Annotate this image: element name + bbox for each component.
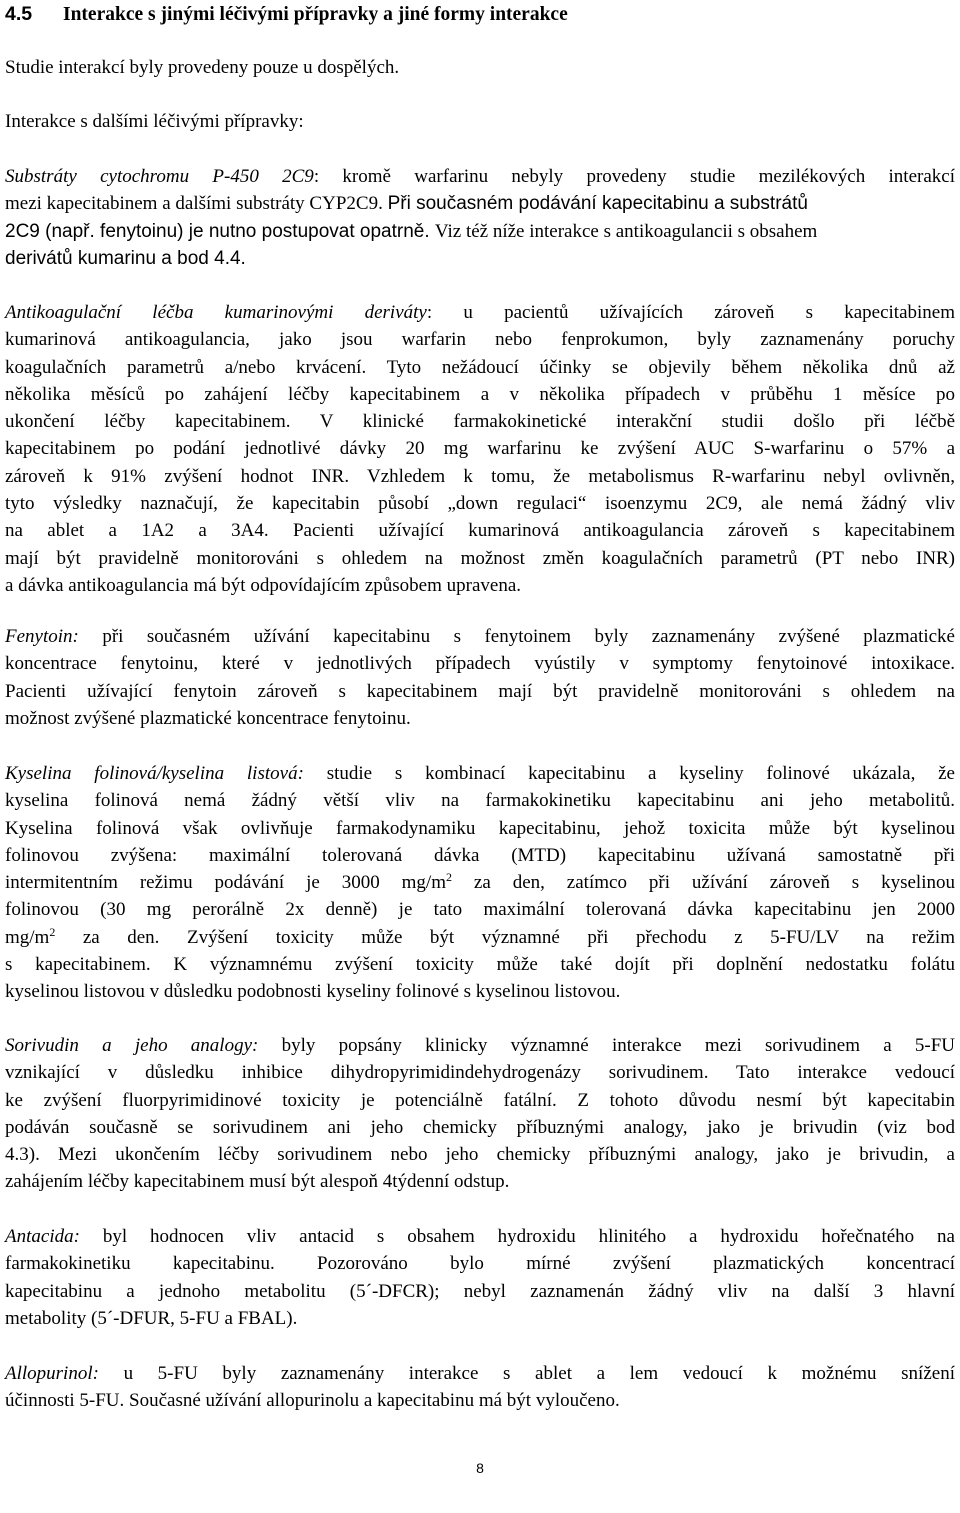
subheading-paragraph: Interakce s dalšími léčivými přípravky: xyxy=(5,111,304,132)
substrates-paragraph: Substráty cytochromu P-450 2C9: kromě warfarinu nebyly provedeny studie mezilékových interakcí mezi kapecitabinem a dalšími substráty CYP2C9. Při současném podávání kapecitabinu a substrátů 2C9 (např. fenytoinu) je nutno postupovat opatrně. Viz též níže interakce s antikoagulancii s obsahem derivátů kumarinu a bod 4.4. xyxy=(5,166,955,269)
sorivudine-paragraph: Sorivudin a jeho analogy: byly popsány klinicky významné interakce mezi sorivudinem a 5-FU vznikající v důsledku inhibice dihydropyrimidindehydrogenázy sorivudinem. Tato interakce vedoucí ke zvýšení fluorpyrimidinové toxicity je potenciálně fatální. Z tohoto důvodu nesmí být kapecitabin podáván současně se sorivudinem ani jeho chemicky příbuznými analogy, jako je brivudin (viz bod 4.3). Mezi ukončením léčby sorivudinem nebo jeho chemicky příbuznými analogy, jako je brivudin, a zahájením léčby kapecitabinem musí být alespoň 4týdenní odstup. xyxy=(5,1035,955,1193)
phenytoin-paragraph: Fenytoin: při současném užívání kapecitabinu s fenytoinem byly zaznamenány zvýšené plazmatické koncentrace fenytoinu, které v jednotlivých případech vyústily v symptomy fenytoinové intoxikace. Pacienti užívající fenytoin zároveň s kapecitabinem mají být pravidelně monitorováni s ohledem na možnost zvýšené plazmatické koncentrace fenytoinu. xyxy=(5,626,955,729)
section-heading xyxy=(5,2,955,27)
antacids-paragraph: Antacida: byl hodnocen vliv antacid s obsahem hydroxidu hlinitého a hydroxidu hořečnatého na farmakokinetiku kapecitabinu. Pozorováno bylo mírné zvýšení plazmatických koncentrací kapecitabinu a jednoho metabolitu (5´-DFCR); nebyl zaznamenán žádný vliv na další 3 hlavní metabolity (5´-DFUR, 5-FU a FBAL). xyxy=(5,1226,955,1329)
allopurinol-paragraph: Allopurinol: u 5-FU byly zaznamenány interakce s ablet a lem vedoucí k možnému snížení účinnosti 5-FU. Současné užívání allopurinolu a kapecitabinu má být vyloučeno. xyxy=(5,1363,955,1412)
section-title: Interakce s jinými léčivými přípravky a jiné formy interakce xyxy=(63,4,568,25)
page-number: 8 xyxy=(476,1460,484,1476)
anticoagulation-paragraph: Antikoagulační léčba kumarinovými deriváty: u pacientů užívajících zároveň s kapecitabinem kumarinová antikoagulancia, jako jsou warfarin nebo fenprokumon, byly zaznamenány poruchy koagulačních parametrů a/nebo krvácení. Tyto nežádoucí účinky se objevily během několika dnů až několika měsíců po zahájení léčby kapecitabinem a v několika případech v průběhu 1 měsíce po ukončení léčby kapecitabinem. V klinické farmakokinetické interakční studii došlo při léčbě kapecitabinem po podání jednotlivé dávky 20 mg warfarinu ke zvýšení AUC S-warfarinu o 57% a zároveň k 91% zvýšení hodnot INR. Vzhledem k tomu, že metabolismus R-warfarinu nebyl ovlivněn, tyto výsledky naznačují, že kapecitabin působí „down regulaci“ isoenzymu 2C9, ale nemá žádný vliv na ablet a 1A2 a 3A4. Pacienti užívající kumarinová antikoagulancia zároveň s kapecitabinem mají být pravidelně monitorováni s ohledem na možnost změn koagulačních parametrů (PT nebo INR) a dávka antikoagulancia má být odpovídajícím způsobem upravena. xyxy=(5,302,955,596)
section-number: 4.5 xyxy=(5,3,33,25)
folinic-acid-paragraph: Kyselina folinová/kyselina listová: studie s kombinací kapecitabinu a kyseliny folinové ukázala, že kyselina folinová nemá žádný větší vliv na farmakokinetiku kapecitabinu ani jeho metabolitů. Kyselina folinová však ovlivňuje farmakodynamiku kapecitabinu, jehož toxicita může být kyselinou folinovou zvýšena: maximální tolerovaná dávka (MTD) kapecitabinu užívaná samostatně při intermitentním režimu podávání je 3000 $mg/m^2$ za den, zatímco při užívání zároveň s kyselinou folinovou (30 mg perorálně 2x denně) je tato maximální tolerovaná dávka kapecitabinu jen 2000 $mg/m^2$ za den. Zvýšení toxicity může být významné při přechodu z 5-FU/LV na režim s kapecitabinem. K významnému zvýšení toxicity může také dojít při doplnění nedostatku folátu kyselinou listovou v důsledku podobnosti kyseliny folinové s kyselinou listovou. xyxy=(5,763,955,1003)
intro-paragraph: Studie interakcí byly provedeny pouze u dospělých. xyxy=(5,57,400,78)
